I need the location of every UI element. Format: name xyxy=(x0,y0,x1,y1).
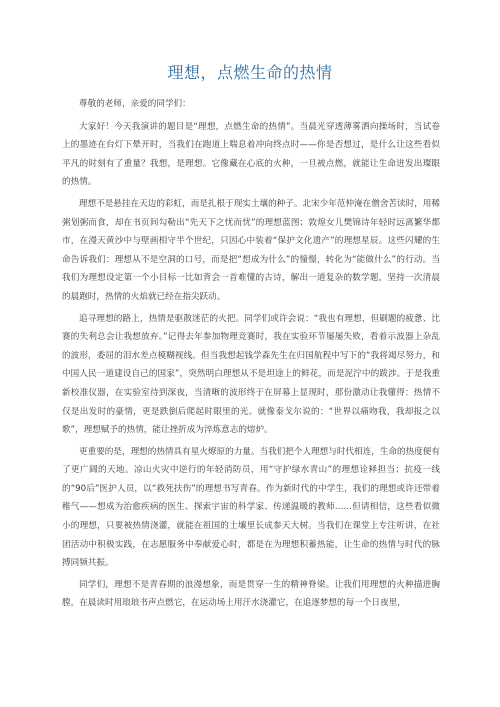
document-body xyxy=(62,95,440,616)
body-paragraph: 理想不是悬挂在天边的彩虹，而是扎根于现实土壤的种子。北宋少年范仲淹在僧舍苦读时，用稀粥划粥而食，却在书页间勾勒出“先天下之忧而忧”的理想蓝图；敦煌女儿樊锦诗年轻时远离繁华都市，在漫天黄沙中与壁画相守半个世纪，只因心中装着“保护文化遗产”的理想星辰。这些闪耀的生命告诉我们：理想从不是空洞的口号，而是把“想成为什么”的憧憬，转化为“能做什么”的行动。当我们为理想设定第一个小目标一比如背会一首难懂的古诗，解出一道复杂的数学题，坚持一次清晨的晨跑时，热情的火焰就已经在指尖跃动。 xyxy=(62,198,440,302)
body-paragraph: 追寻理想的路上，热情是驱散迷茫的火把。同学们或许会说：“我也有理想，但刷题的疲惫、比赛的失利总会让我想放弃。”记得去年参加物理竞赛时，我在实验环节屡屡失败，看着示波器上杂乱的波形，委屈的泪水差点模糊视线。但当我想起钱学森先生在归国航程中写下的“我将竭尽努力，和中国人民一道建设自己的国家”，突然明白理想从不是坦途上的鲜花，而是泥泞中的跋涉。于是我重新校准仪器，在实验室待到深夜，当清晰的波形终于在屏幕上显现时，那份激动让我懂得：热情不仅是出发时的豪情，更是跌倒后爬起时眼里的光。就像泰戈尔说的：“世界以痛吻我，我却报之以歌”，理想赋予的热情，能让挫折成为淬炼意志的熔炉。 xyxy=(62,313,440,436)
salutation-paragraph: 尊敬的老师，亲爱的同学们： xyxy=(79,99,191,109)
body-paragraph: 同学们，理想不是青春期的浪漫想象，而是贯穿一生的精神脊梁。让我们用理想的火种描进胸膛，在晨读时用琅琅书声点燃它，在运动场上用汗水浇灌它，在追逐梦想的每一个日夜里， xyxy=(62,579,440,609)
document-title: 理想，点燃生命的热情 xyxy=(167,63,333,82)
body-paragraph: 更重要的是，理想的热情具有星火燎原的力量。当我们把个人理想与时代相连，生命的热度便有了更广阔的天地。凉山火灾中逆行的年轻消防员，用“守护绿水青山”的理想诠释担当；抗疫一线的“90后”医护人员，以“救死扶伤”的理想书写青春。作为新时代的中学生，我们的理想或许还带着稚气——想成为治愈疾病的医生、探索宇宙的科学家、传递温暖的教师……但请相信，这些看似微小的理想，只要被热情浇灌，就能在祖国的土壤里长成参天大树。当我们在课堂上专注听讲，在社团活动中积极实践，在志愿服务中奉献爱心时，都是在为理想积蓄热能，让生命的热情与时代的脉搏同频共振。 xyxy=(62,446,440,569)
body-paragraph: 大家好！今天我演讲的题目是“理想，点燃生命的热情”。当晨光穿透薄雾洒向操场时，当试卷上的墨迹在台灯下晕开时，当我们在跑道上喘息着冲向终点时——你是否想过，是什么让这些看似平凡的时刻有了重量？我想，是理想。它像藏在心底的火种，一旦被点燃，就能让生命迸发出璨眼的热情。 xyxy=(62,121,440,188)
